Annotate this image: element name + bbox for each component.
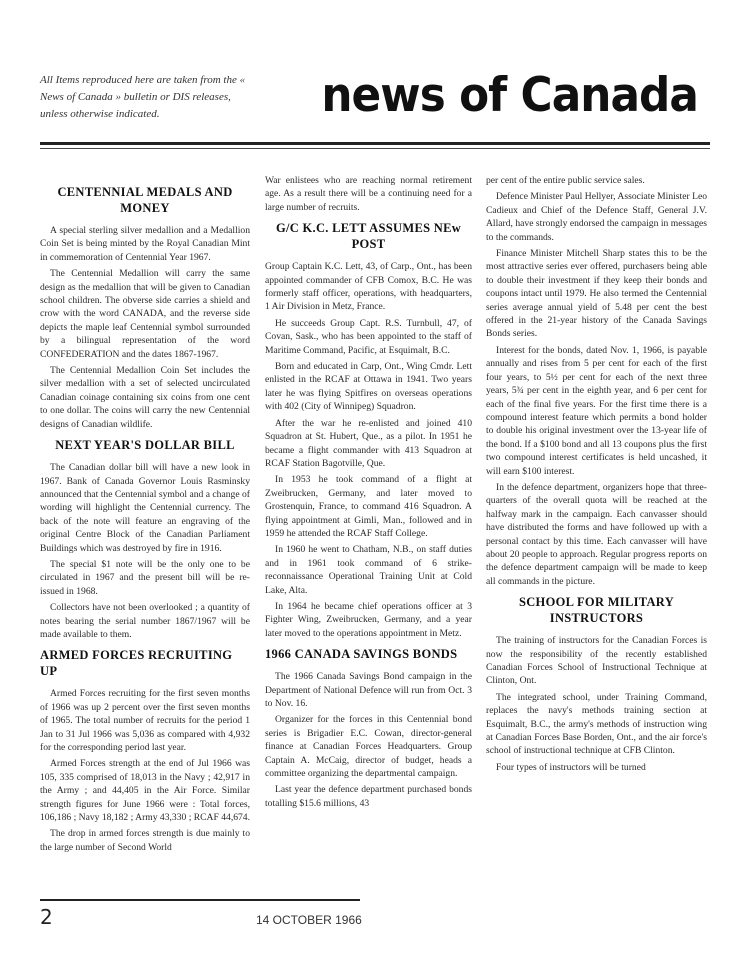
article-paragraph: The training of instructors for the Canadian Forces is now the responsibility of the recently established Canadian Forces School of Instructional Technique at Clinton, Ont. [486, 635, 707, 687]
article-paragraph: Armed Forces strength at the end of Jul 1966 was 105, 335 comprised of 18,013 in the Navy ; 42,917 in the Army ; and 44,405 in the Air Force. Similar strength figures for June 1966 were : Total forces, 106,186 ; Navy 18,182 ; Army 43,330 ; RCAF 44,674. [40, 758, 250, 824]
column-1 [40, 178, 250, 857]
article-paragraph: In the defence department, organizers hope that three-quarters of the overall quota will be reached at the halfway mark in the campaign. Each canvasser should have distributed the forms and have followed up with a personal contact by this time. Each canvasser will have about 20 people to approach. Regular progress reports on the defence department campaign will be made to keep all commands in the picture. [486, 481, 707, 587]
article-title-medals: CENTENNIAL MEDALS AND MONEY [57, 185, 233, 215]
article-paragraph: After the war he re-enlisted and joined 410 Squadron at St. Hubert, Que., as a pilot. In 1951 he became a flight commander with 413 Squadron at RCAF Station Bagotville, Que. [265, 417, 472, 469]
article-paragraph: The Centennial Medallion will carry the same design as the medallion that will be given to Canadian school children. The obverse side carries a shield and crow with the word CANADA, and the reverse side depicts the maple leaf Centennial symbol surrounded by a bilingual representation of the word CONFEDERATION and the dates 1867-1967. [40, 268, 250, 360]
article-paragraph: Organizer for the forces in this Centennial bond series is Brigadier E.C. Cowan, director-general finance at Canadian Forces Headquarters. Group Captain A. McCaig, director of budget, heads a committee organizing the departmental campaign. [265, 714, 472, 780]
article-title-lett: G/C K.C. LETT ASSUMES NEw POST [275, 221, 462, 252]
article-paragraph: Armed Forces recruiting for the first seven months of 1966 was up 2 percent over the first seven months of 1965. The total number of recruits for the period 1 Jan to 31 Jul 1966 was 5,036 as compared with 4,932 for the corresponding period last year. [40, 688, 250, 753]
article-paragraph: Four types of instructors will be turned [496, 761, 646, 773]
header-source-note: All Items reproduced here are taken from the « News of Canada » bulletin or DIS releases, unless otherwise indicated. [40, 74, 246, 120]
article-title-school: SCHOOL FOR MILITARY INSTRUCTORS [518, 595, 675, 626]
article-paragraph: In 1964 he became chief operations officer at 3 Fighter Wing, Zweibrucken, Germany, and a year later moved to the operations appointment in Metz. [265, 600, 472, 639]
column-3 [486, 174, 707, 777]
article-title-dollar-bill: NEXT YEAR'S DOLLAR BILL [55, 438, 235, 453]
issue-date: 14 OCTOBER 1966 [256, 913, 362, 927]
article-paragraph: The special $1 note will be the only one to be circulated in 1967 and the present bill will be re-issued in 1968. [40, 558, 250, 597]
article-paragraph: Defence Minister Paul Hellyer, Associate Minister Leo Cadieux and Chief of the Defence Staff, General J.V. Allard, have strongly endorsed the campaign in messages to the commands. [486, 191, 707, 243]
article-paragraph: Last year the defence department purchased bonds totalling $15.6 millions, 43 [265, 784, 472, 809]
article-paragraph: The Centennial Medallion Coin Set includes the silver medallion with a set of selected uncirculated Canadian coinage containing six coins from one cent to one dollar. The coins will carry the new Centennial designs of Canadian wildlife. [40, 365, 250, 430]
header-rule-thin [40, 148, 710, 149]
article-paragraph: Interest for the bonds, dated Nov. 1, 1966, is payable annually and rises from 5 per cent for each of the first four years, to 5½ per cent for each of the next three years, 5¾ per cent in the eighth year, and 6 per cent for each of the final five years. For the first time there is a compound interest feature which permits a bond holder to double his original investment over the 13-year life of the bond. If a $100 bond and all 13 coupons plus the first two compound interest certificates is held uncashed, it will earn $100 interest. [486, 344, 707, 477]
article-paragraph: In 1960 he went to Chatham, N.B., on staff duties and in 1961 took command of 6 strike-reconnaissance Operational Training Unit at Cold Lake, Alta. [265, 544, 472, 596]
article-paragraph: per cent of the entire public service sales. [486, 175, 645, 186]
article-paragraph: The 1966 Canada Savings Bond campaign in the Department of National Defence will run from Oct. 3 to Nov. 16. [265, 671, 472, 709]
column-2 [265, 174, 472, 813]
article-paragraph: The drop in armed forces strength is due mainly to the large number of Second World [40, 828, 250, 853]
article-paragraph: The integrated school, under Training Command, replaces the navy's methods training section at Esquimalt, B.C., the army's methods of instruction wing at Canadian Forces Base Borden, Ont., and the air force's school of instructional technique at CFB Clinton. [486, 691, 707, 757]
article-paragraph: Collectors have not been overlooked ; a quantity of notes bearing the serial number 1867/1967 will be made available to them. [40, 602, 250, 640]
article-paragraph: Group Captain K.C. Lett, 43, of Carp., Ont., has been appointed commander of CFB Comox, B.C. He was formerly staff officer, operations, with headquarters, 1 Air Division in Metz, France. [265, 261, 472, 313]
article-paragraph: Finance Minister Mitchell Sharp states this to be the most attractive series ever offered, purchasers being able to double their investment if they keep their bonds and coupons intact until 1979. He also termed the Centennial series average annual yield of 5.48 per cent the best offered in the 21-year history of the Canada Savings Bonds series. [486, 248, 707, 340]
page-number: 2 [40, 905, 53, 929]
article-paragraph: In 1953 he took command of a flight at Zweibrucken, Germany, and later moved to Grostenquin, France, to command 416 Squadron. A flying appointment at Gimli, Man., followed and in 1959 he attended the RCAF Staff College. [265, 474, 472, 539]
article-title-recruiting: ARMED FORCES RECRUITING UP [40, 648, 233, 679]
article-paragraph: He succeeds Group Capt. R.S. Turnbull, 47, of Covan, Sask., who has been appointed to the staff of Maritime Command, Pacific, at Esquimalt, B.C. [265, 317, 472, 356]
masthead-title: news of Canada [321, 68, 698, 123]
article-paragraph: The Canadian dollar bill will have a new look in 1967. Bank of Canada Governor Louis Rasminsky announced that the Centennial symbol and a change of wording will highlight the Centennial currency. The back of the note will feature an engraving of the original Centre Block of the Canadian Parliament Buildings which was destroyed by fire in 1916. [40, 462, 250, 554]
footer-rule [40, 899, 360, 901]
article-paragraph: Born and educated in Carp, Ont., Wing Cmdr. Lett enlisted in the RCAF at Ottawa in 1941. Two years later he was flying Spitfires on overseas operations with 402 (City of Winnipeg) Squadron. [265, 361, 472, 413]
article-title-savings-bonds: 1966 CANADA SAVINGS BONDS [265, 647, 458, 662]
article-paragraph: A special sterling silver medallion and a Medallion Coin Set is being minted by the Royal Canadian Mint in commemoration of Centennial Year 1967. [40, 225, 250, 263]
header-rule [40, 142, 710, 145]
article-paragraph: War enlistees who are reaching normal retirement age. As a result there will be a continuing need for a large number of recruits. [265, 175, 472, 213]
